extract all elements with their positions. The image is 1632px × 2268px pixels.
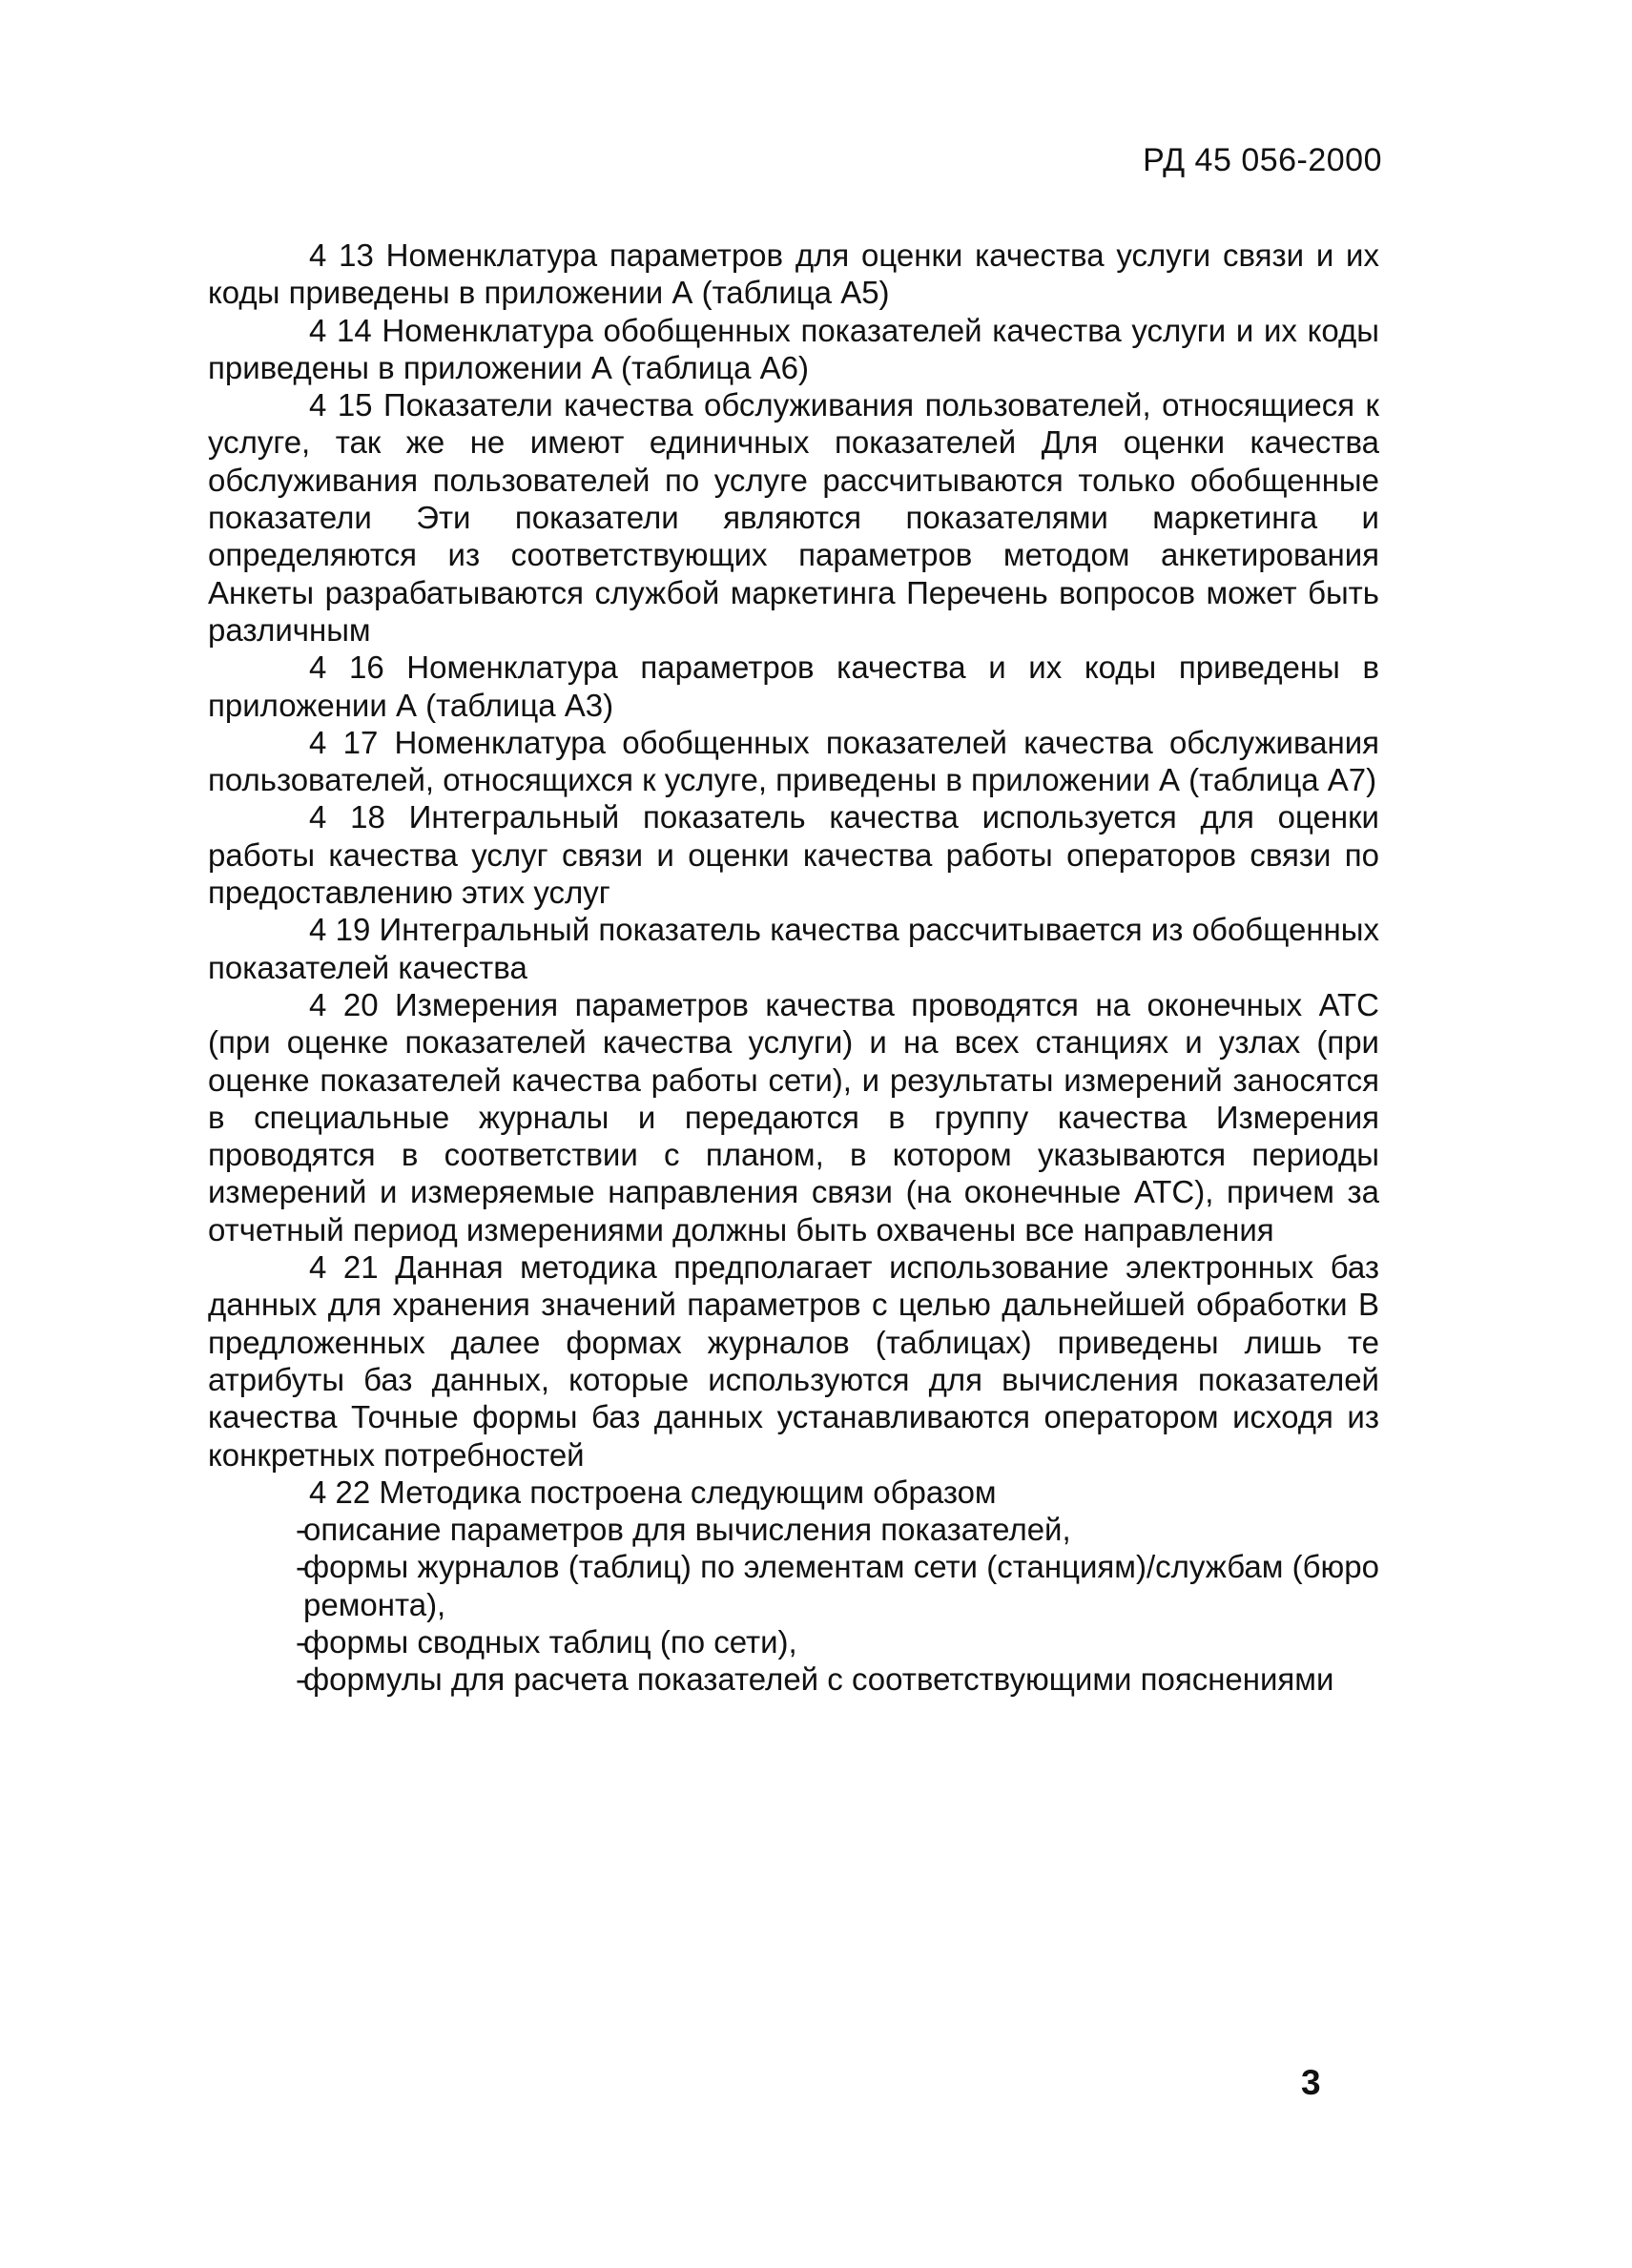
paragraph-4-16: 4 16 Номенклатура параметров качества и их коды приведены в приложении А (таблица А3) <box>208 649 1379 723</box>
list-item-text: формы сводных таблиц (по сети), <box>303 1623 797 1660</box>
list-dash: - <box>296 1623 306 1660</box>
list-item-text: формы журналов (таблиц) по элементам сети (станциям)/службам (бюро ремонта), <box>303 1549 1379 1622</box>
page-number: 3 <box>1301 2063 1321 2102</box>
paragraph-4-22: 4 22 Методика построена следующим образом <box>309 1474 997 1510</box>
list-dash: - <box>296 1661 306 1698</box>
list-item <box>208 1511 1379 1548</box>
document-code: РД 45 056-2000 <box>1143 142 1382 178</box>
list-dash: - <box>296 1549 306 1585</box>
list-item <box>208 1548 1379 1623</box>
paragraph-4-20: 4 20 Измерения параметров качества проводятся на оконечных АТС (при оценке показателей качества услуги) и на всех станциях и узлах (при оценке показателей качества работы сети), и результаты измерений заносятся в специальные журналы и передаются в группу качества Измерения проводятся в соответствии с планом, в котором указываются периоды измерений и измеряемые направления связи (на оконечные АТС), причем за отчетный период измерениями должны быть охвачены все направления <box>208 986 1379 1247</box>
paragraph-4-15: 4 15 Показатели качества обслуживания пользователей, относящиеся к услуге, так же не имеют единичных показателей Для оценки качества обслуживания пользователей по услуге рассчитываются только обобщенные показатели Эти показатели являются показателями маркетинга и определяются из соответствующих параметров методом анкетирования Анкеты разрабатываются службой маркетинга Перечень вопросов может быть различным <box>208 387 1379 648</box>
document-body <box>208 237 1379 1699</box>
paragraph-4-13: 4 13 Номенклатура параметров для оценки качества услуги связи и их коды приведены в приложении А (таблица А5) <box>208 237 1379 311</box>
list-item-text: формулы для расчета показателей с соответствующими пояснениями <box>303 1661 1334 1698</box>
paragraph-4-17: 4 17 Номенклатура обобщенных показателей качества обслуживания пользователей, относящихся к услуге, приведены в приложении А (таблица А7) <box>208 724 1379 798</box>
paragraph-4-18: 4 18 Интегральный показатель качества используется для оценки работы качества услуг связи и оценки качества работы операторов связи по предоставлению этих услуг <box>208 799 1379 911</box>
paragraph-4-21: 4 21 Данная методика предполагает использование электронных баз данных для хранения значений параметров с целью дальнейшей обработки В предложенных далее формах журналов (таблицах) приведены лишь те атрибуты баз данных, которые используются для вычисления показателей качества Точные формы баз данных устанавливаются оператором исходя из конкретных потребностей <box>208 1249 1379 1473</box>
list-item <box>208 1660 1379 1698</box>
paragraph-4-14: 4 14 Номенклатура обобщенных показателей качества услуги и их коды приведены в приложении А (таблица А6) <box>208 312 1379 385</box>
list-dash: - <box>296 1512 306 1548</box>
paragraph-4-19: 4 19 Интегральный показатель качества рассчитывается из обобщенных показателей качества <box>208 912 1379 985</box>
method-structure-list <box>208 1511 1379 1698</box>
list-item <box>208 1623 1379 1660</box>
list-item-text: описание параметров для вычисления показателей, <box>303 1512 1071 1548</box>
